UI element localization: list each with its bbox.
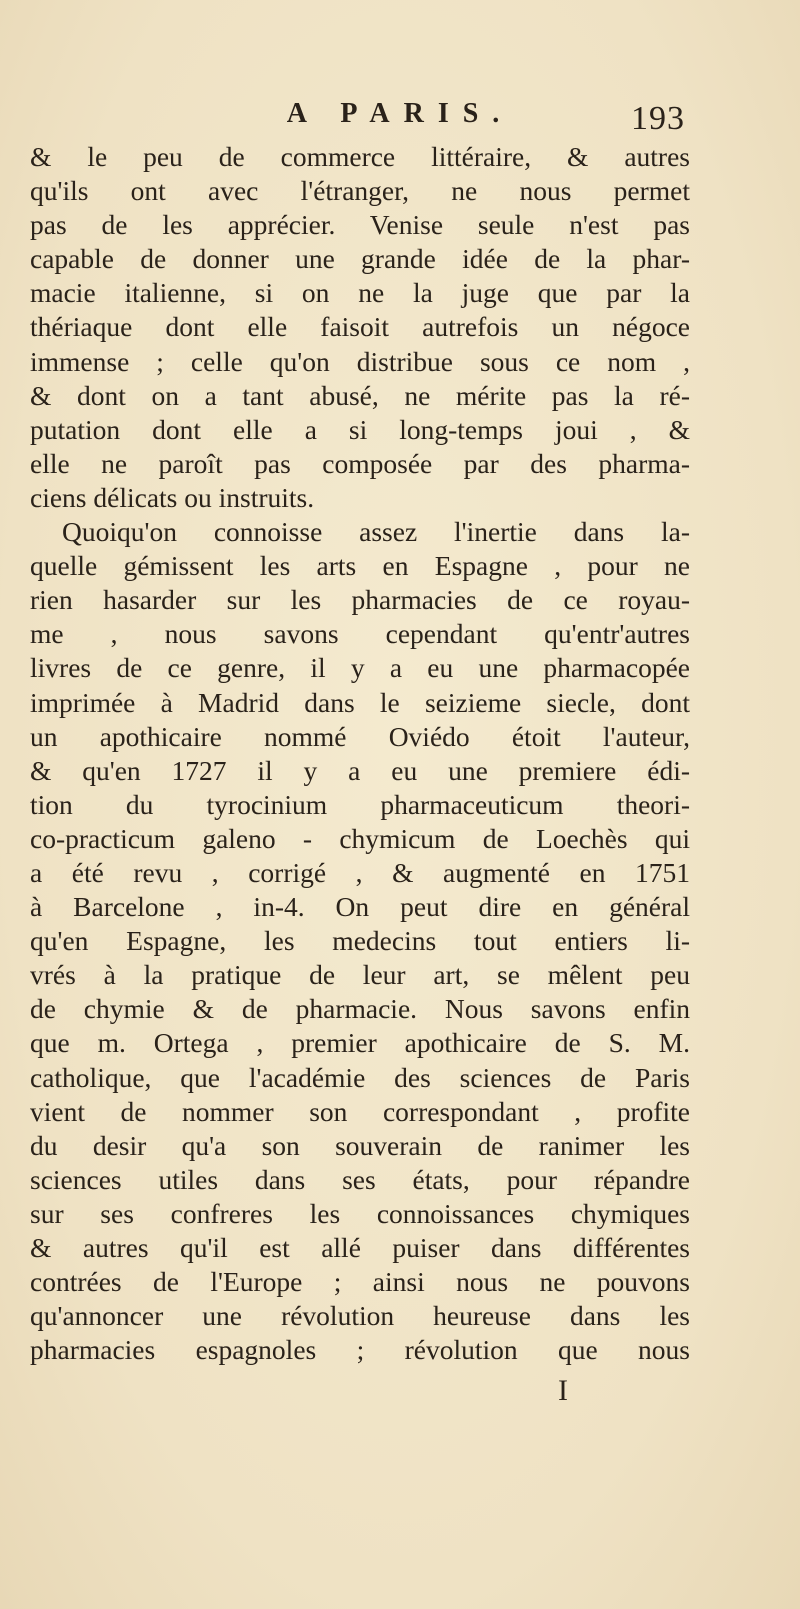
text-line: elle ne paroît pas composée par des pharma-	[30, 447, 690, 479]
text-line: co-practicum galeno - chymicum de Loechès qui	[30, 822, 690, 854]
text-line: livres de ce genre, il y a eu une pharmacopée	[30, 652, 690, 684]
text-line: qu'annoncer une révolution heureuse dans les	[30, 1300, 690, 1332]
text-line: à Barcelone , in-4. On peut dire en général	[30, 891, 690, 923]
text-line: de chymie & de pharmacie. Nous savons enfin	[30, 993, 690, 1025]
text-line: me , nous savons cependant qu'entr'autres	[30, 618, 690, 650]
text-line: tion du tyrocinium pharmaceuticum theori-	[30, 788, 690, 820]
text-line: thériaque dont elle faisoit autrefois un négoce	[30, 311, 690, 343]
page-number: 193	[631, 100, 685, 137]
text-line: qu'ils ont avec l'étranger, ne nous permet	[30, 175, 690, 207]
text-line: pas de les apprécier. Venise seule n'est pas	[30, 209, 690, 241]
text-line: imprimée à Madrid dans le seizieme siecle, dont	[30, 686, 690, 718]
text-line: qu'en Espagne, les medecins tout entiers li-	[30, 925, 690, 957]
text-line: a été revu , corrigé , & augmenté en 1751	[30, 856, 690, 888]
text-line: vrés à la pratique de leur art, se mêlent peu	[30, 959, 690, 991]
text-line: sciences utiles dans ses états, pour répandre	[30, 1163, 690, 1195]
text-line: un apothicaire nommé Oviédo étoit l'auteur,	[30, 720, 690, 752]
running-title: A PARIS.	[286, 98, 514, 129]
text-line: & le peu de commerce littéraire, & autres	[30, 141, 690, 172]
text-line: putation dont elle a si long-temps joui , &	[30, 413, 690, 445]
text-line: & autres qu'il est allé puiser dans différentes	[30, 1232, 690, 1263]
text-line: & qu'en 1727 il y a eu une premiere édi-	[30, 754, 690, 786]
text-line: catholique, que l'académie des sciences de Paris	[30, 1061, 690, 1093]
text-line: capable de donner une grande idée de la phar-	[30, 243, 690, 275]
text-line: vient de nommer son correspondant , profite	[30, 1095, 690, 1127]
text-line: sur ses confreres les connoissances chymiques	[30, 1197, 690, 1229]
text-line: du desir qu'a son souverain de ranimer les	[30, 1129, 690, 1161]
text-line: pharmacies espagnoles ; révolution que nous	[30, 1334, 690, 1366]
text-line: immense ; celle qu'on distribue sous ce nom ,	[30, 345, 690, 377]
text-line: & dont on a tant abusé, ne mérite pas la ré-	[30, 379, 690, 411]
signature-mark: I	[558, 1374, 568, 1407]
body-text	[30, 140, 690, 1367]
paragraph-start-line: Quoiqu'on connoisse assez l'inertie dans la-	[62, 516, 690, 548]
text-line: quelle gémissent les arts en Espagne , pour ne	[30, 550, 690, 582]
page-header	[0, 98, 800, 138]
text-line: macie italienne, si on ne la juge que par la	[30, 277, 690, 309]
text-line: que m. Ortega , premier apothicaire de S. M.	[30, 1027, 690, 1059]
text-line: rien hasarder sur les pharmacies de ce royau-	[30, 584, 690, 616]
text-line: contrées de l'Europe ; ainsi nous ne pouvons	[30, 1266, 690, 1298]
paragraph-end-line: ciens délicats ou instruits.	[30, 481, 315, 513]
